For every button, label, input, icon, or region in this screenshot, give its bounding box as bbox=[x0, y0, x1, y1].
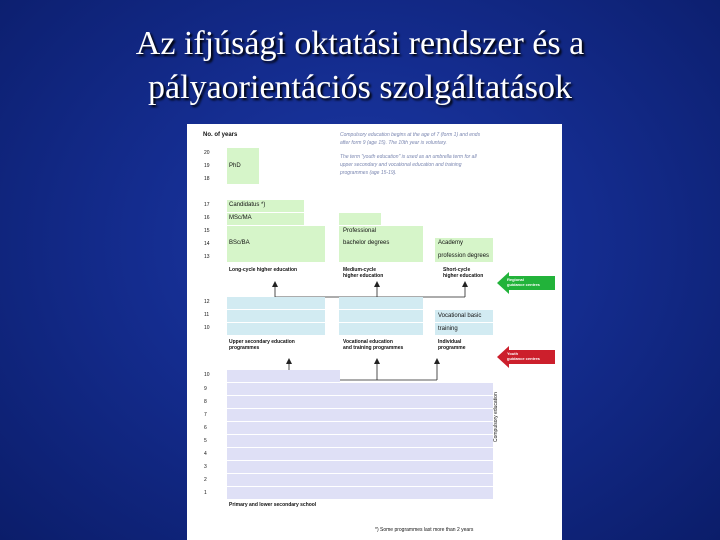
primary-row-1 bbox=[227, 487, 493, 499]
primary-row-4 bbox=[227, 448, 493, 460]
profession-label: profession degrees bbox=[438, 253, 490, 259]
year-label: 10 bbox=[204, 325, 210, 331]
medium-cycle-caption-1: Medium-cycle bbox=[343, 267, 377, 273]
year-label: 2 bbox=[204, 477, 207, 483]
primary-row-6 bbox=[227, 422, 493, 434]
vet-caption-1: Vocational education bbox=[343, 339, 393, 345]
primary-caption: Primary and lower secondary school bbox=[229, 502, 317, 508]
individual-caption-2: programme bbox=[438, 345, 466, 351]
year-label: 14 bbox=[204, 241, 210, 247]
phd-label: PhD bbox=[229, 163, 241, 169]
bachelor-label: bachelor degrees bbox=[343, 240, 390, 246]
youth-label-2: guidance centres bbox=[507, 356, 540, 361]
year-label: 7 bbox=[204, 412, 207, 418]
primary-row-8 bbox=[227, 396, 493, 408]
note-line-1: Compulsory education begins at the age of 7 (form 1) and ends bbox=[340, 132, 481, 138]
year-label: 8 bbox=[204, 399, 207, 405]
primary-row-5 bbox=[227, 435, 493, 447]
youth-label-1: Youth bbox=[507, 351, 519, 356]
year-label: 19 bbox=[204, 163, 210, 169]
vet-row-10 bbox=[339, 323, 423, 335]
medium-cycle-caption-2: higher education bbox=[343, 273, 384, 279]
note-line-5: programmes (age 15-19). bbox=[340, 170, 397, 176]
vet-row-12 bbox=[339, 297, 423, 309]
slide-title-line-2: pályaorientációs szolgáltatások bbox=[148, 69, 572, 106]
year-label: 11 bbox=[204, 312, 210, 318]
upper-sec-caption-2: programmes bbox=[229, 345, 260, 351]
primary-row-3 bbox=[227, 461, 493, 473]
vocational-basic-label-2: training bbox=[438, 326, 458, 332]
academy-label: Academy bbox=[438, 240, 464, 246]
note-line-3: The term "youth education" is used as an umbrella term for all bbox=[340, 154, 477, 160]
year-label: 6 bbox=[204, 425, 207, 431]
primary-row-2 bbox=[227, 474, 493, 486]
individual-caption-1: Individual bbox=[438, 339, 462, 345]
year-label: 9 bbox=[204, 386, 207, 392]
year-label: 16 bbox=[204, 215, 210, 221]
vocational-basic-label-1: Vocational basic bbox=[438, 313, 482, 319]
upper-sec-caption-1: Upper secondary education bbox=[229, 339, 295, 345]
year-label: 17 bbox=[204, 202, 210, 208]
upper-sec-row-10 bbox=[227, 323, 325, 335]
short-cycle-caption-2: higher education bbox=[443, 273, 484, 279]
year-label: 3 bbox=[204, 464, 207, 470]
note-line-4: upper secondary and vocational education and training bbox=[340, 162, 462, 168]
year-label: 18 bbox=[204, 176, 210, 182]
year-label: 10 bbox=[204, 372, 210, 378]
year-label: 5 bbox=[204, 438, 207, 444]
primary-row-7 bbox=[227, 409, 493, 421]
vet-row-11 bbox=[339, 310, 423, 322]
notes-block bbox=[340, 131, 555, 177]
bsc-label: BSc/BA bbox=[229, 240, 250, 246]
professional-top-block bbox=[339, 213, 381, 225]
slide-title-line-1: Az ifjúsági oktatási rendszer és a bbox=[135, 25, 585, 62]
upper-sec-row-12 bbox=[227, 297, 325, 309]
candidatus-label: Candidatus *) bbox=[229, 202, 266, 208]
professional-label: Professional bbox=[343, 228, 377, 234]
education-system-figure bbox=[187, 124, 562, 540]
note-line-2: after form 9 (age 15). The 10th year is voluntary. bbox=[340, 140, 447, 146]
vet-caption-2: and training programmes bbox=[343, 345, 404, 351]
year-label: 20 bbox=[204, 150, 210, 156]
year-label: 15 bbox=[204, 228, 210, 234]
compulsory-label: Compulsory education bbox=[493, 392, 499, 442]
msc-label: MSc/MA bbox=[229, 215, 252, 221]
long-cycle-caption: Long-cycle higher education bbox=[229, 267, 298, 273]
year-label: 13 bbox=[204, 254, 210, 260]
years-header: No. of years bbox=[203, 132, 238, 138]
bsc-year-band bbox=[227, 250, 325, 262]
year-label: 4 bbox=[204, 451, 207, 457]
regional-label-2: guidance centres bbox=[507, 282, 540, 287]
upper-sec-row-11 bbox=[227, 310, 325, 322]
short-cycle-caption-1: Short-cycle bbox=[443, 267, 471, 273]
year-label: 12 bbox=[204, 299, 210, 305]
slide-title bbox=[0, 22, 720, 110]
footnote: *) Some programmes last more than 2 years bbox=[375, 527, 474, 533]
year-label: 1 bbox=[204, 490, 207, 496]
primary-row-9 bbox=[227, 383, 493, 395]
primary-row-10 bbox=[227, 370, 340, 382]
regional-label-1: Regional bbox=[507, 277, 524, 282]
